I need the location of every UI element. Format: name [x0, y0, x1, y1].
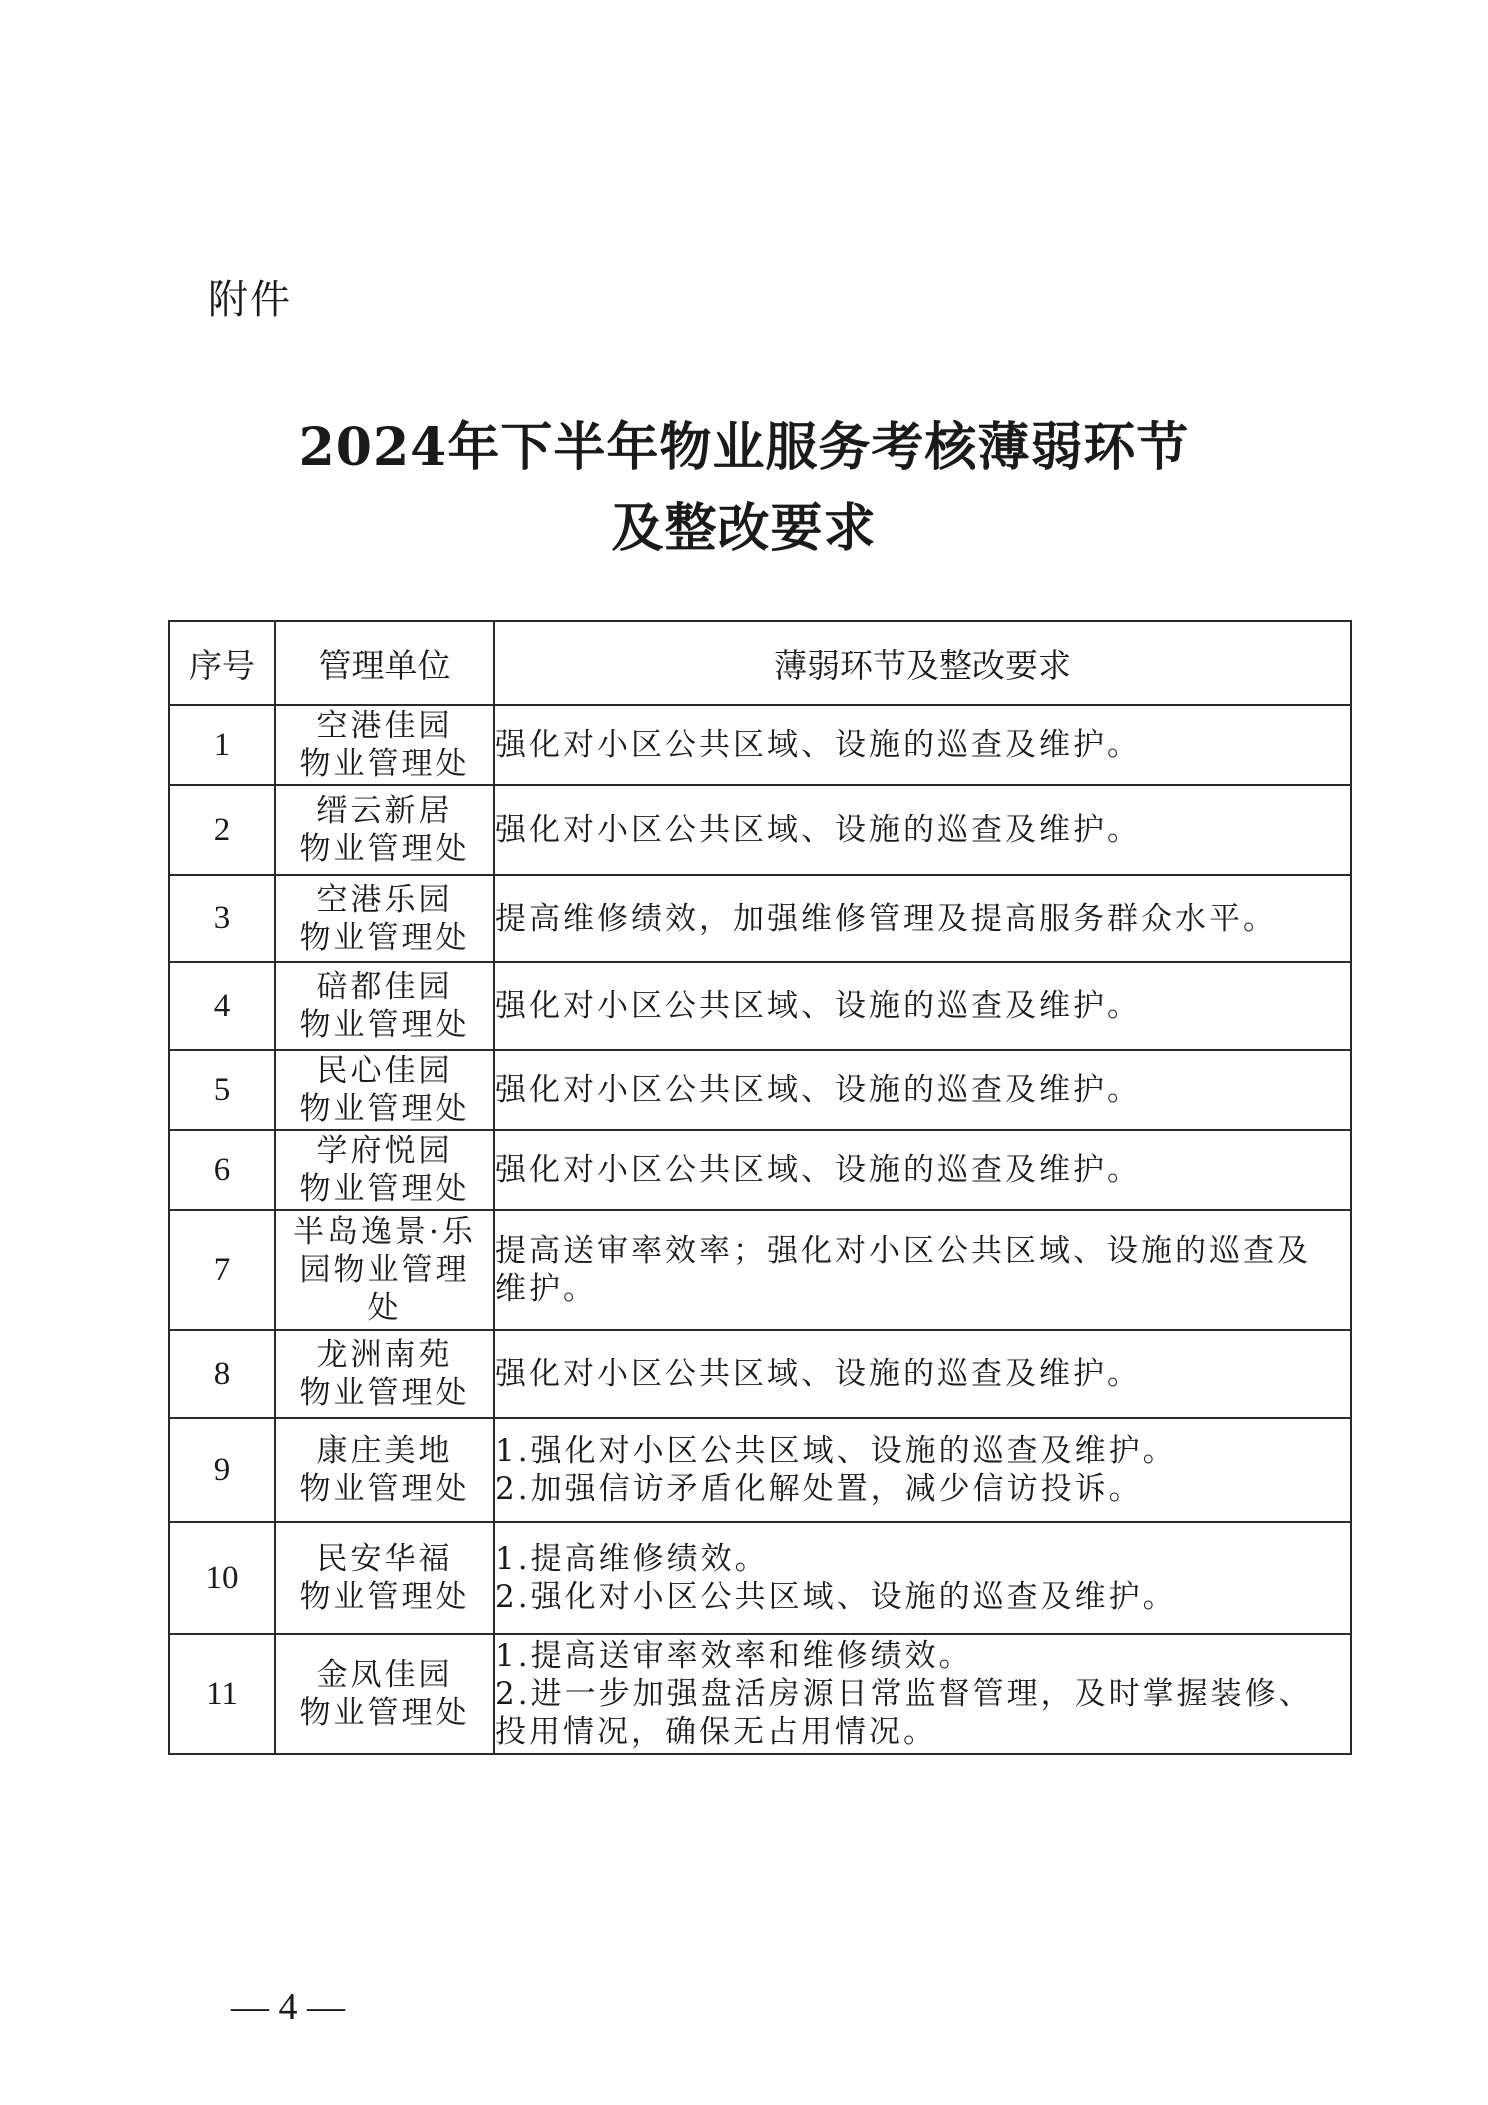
cell-requirement [494, 962, 1351, 1050]
cell-seq: 5 [169, 1050, 275, 1130]
table-row [169, 1130, 1351, 1210]
table-row [169, 1418, 1351, 1522]
table-row [169, 1330, 1351, 1418]
cell-seq: 3 [169, 875, 275, 962]
cell-unit [275, 1330, 494, 1418]
requirement-line: 2.强化对小区公共区域、设施的巡查及维护。 [495, 1579, 1177, 1615]
unit-line: 空港乐园 [316, 881, 453, 918]
cell-unit [275, 1634, 494, 1754]
assessment-table [168, 620, 1352, 1755]
unit-line: 物业管理处 [299, 1471, 470, 1507]
table-row [169, 785, 1351, 875]
requirement-line: 提高送审率效率；强化对小区公共区域、设施的巡查及 [495, 1233, 1311, 1269]
unit-line: 学府悦园 [316, 1133, 453, 1169]
table-row [169, 1634, 1351, 1754]
unit-line: 物业管理处 [299, 1007, 470, 1043]
attachment-label: 附件 [208, 277, 292, 323]
table-row [169, 705, 1351, 785]
page-number: — 4 — [231, 1986, 345, 2028]
unit-line: 园物业管理 [299, 1252, 470, 1288]
requirement-line: 强化对小区公共区域、设施的巡查及维护。 [495, 812, 1141, 848]
cell-seq: 2 [169, 785, 275, 875]
requirement-line: 投用情况，确保无占用情况。 [495, 1714, 937, 1750]
requirement-line: 强化对小区公共区域、设施的巡查及维护。 [495, 1152, 1141, 1188]
unit-line: 民安华福 [316, 1541, 453, 1577]
cell-requirement [494, 705, 1351, 785]
cell-unit [275, 1050, 494, 1130]
unit-line: 物业管理处 [299, 1579, 470, 1615]
unit-line: 碚都佳园 [316, 969, 453, 1005]
unit-line: 物业管理处 [299, 1375, 470, 1411]
cell-unit [275, 785, 494, 875]
header-seq: 序号 [169, 621, 275, 705]
table-row [169, 875, 1351, 962]
cell-seq: 10 [169, 1522, 275, 1634]
cell-unit [275, 1522, 494, 1634]
table-row [169, 1522, 1351, 1634]
cell-requirement [494, 1522, 1351, 1634]
cell-requirement [494, 1330, 1351, 1418]
document-title-line-1: 2024年下半年物业服务考核薄弱环节 [298, 417, 1190, 478]
requirement-line: 提高维修绩效，加强维修管理及提高服务群众水平。 [495, 900, 1277, 937]
cell-seq: 6 [169, 1130, 275, 1210]
table-header-row [169, 621, 1351, 705]
cell-unit [275, 1418, 494, 1522]
unit-line: 物业管理处 [299, 1091, 470, 1127]
cell-unit [275, 1130, 494, 1210]
unit-line: 民心佳园 [316, 1053, 453, 1089]
cell-seq: 8 [169, 1330, 275, 1418]
cell-unit [275, 705, 494, 785]
requirement-line: 1.强化对小区公共区域、设施的巡查及维护。 [495, 1433, 1177, 1469]
cell-requirement [494, 1210, 1351, 1330]
cell-requirement [494, 785, 1351, 875]
requirement-line: 强化对小区公共区域、设施的巡查及维护。 [495, 727, 1141, 763]
table-row [169, 1210, 1351, 1330]
cell-requirement [494, 875, 1351, 962]
unit-line: 康庄美地 [316, 1433, 453, 1469]
header-requirement: 薄弱环节及整改要求 [494, 621, 1351, 705]
unit-line: 金凤佳园 [316, 1657, 453, 1693]
unit-line: 缙云新居 [316, 793, 453, 829]
requirement-line: 维护。 [495, 1271, 597, 1307]
cell-seq: 11 [169, 1634, 275, 1754]
cell-seq: 9 [169, 1418, 275, 1522]
cell-unit [275, 962, 494, 1050]
requirement-line: 强化对小区公共区域、设施的巡查及维护。 [495, 1072, 1141, 1108]
document-title-line-2: 及整改要求 [611, 498, 877, 559]
cell-requirement [494, 1050, 1351, 1130]
header-unit: 管理单位 [275, 621, 494, 705]
table-row [169, 962, 1351, 1050]
cell-unit [275, 1210, 494, 1330]
requirement-line: 2.加强信访矛盾化解处置，减少信访投诉。 [495, 1471, 1143, 1507]
unit-line: 物业管理处 [299, 1171, 470, 1207]
unit-line: 龙洲南苑 [316, 1337, 453, 1373]
cell-seq: 1 [169, 705, 275, 785]
cell-seq: 4 [169, 962, 275, 1050]
requirement-line: 2.进一步加强盘活房源日常监督管理，及时掌握装修、 [495, 1676, 1313, 1712]
table-row [169, 1050, 1351, 1130]
requirement-line: 1.提高送审率效率和维修绩效。 [495, 1638, 973, 1674]
unit-line: 物业管理处 [299, 1695, 470, 1731]
unit-line: 空港佳园 [316, 708, 453, 744]
cell-unit [275, 875, 494, 962]
requirement-line: 1.提高维修绩效。 [495, 1541, 769, 1577]
unit-line: 半岛逸景·乐 [293, 1214, 476, 1250]
cell-requirement [494, 1634, 1351, 1754]
table-body [169, 705, 1351, 1754]
unit-line: 物业管理处 [299, 919, 470, 956]
cell-requirement [494, 1130, 1351, 1210]
unit-line: 处 [367, 1290, 402, 1326]
unit-line: 物业管理处 [299, 746, 470, 782]
requirement-line: 强化对小区公共区域、设施的巡查及维护。 [495, 1356, 1141, 1392]
unit-line: 物业管理处 [299, 831, 470, 867]
requirement-line: 强化对小区公共区域、设施的巡查及维护。 [495, 988, 1141, 1024]
cell-seq: 7 [169, 1210, 275, 1330]
cell-requirement [494, 1418, 1351, 1522]
